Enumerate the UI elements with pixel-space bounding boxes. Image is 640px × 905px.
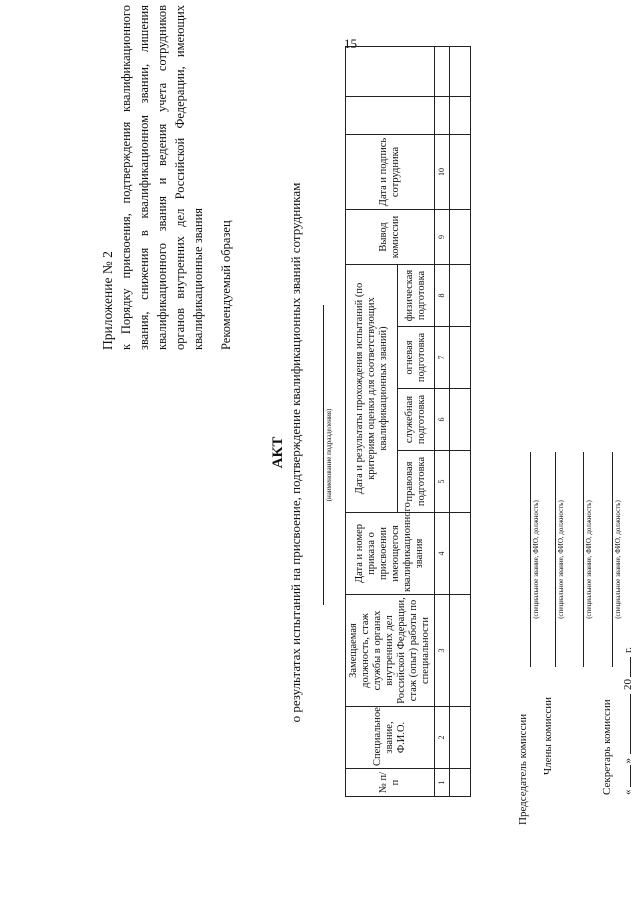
column-number-blank bbox=[435, 46, 450, 96]
secretary-caption: (специальное звание, ФИО, должность) bbox=[614, 500, 622, 619]
header-num: № п/п bbox=[346, 769, 435, 797]
unit-name-caption: (наименование подразделения) bbox=[325, 408, 333, 502]
members-signature-line-2[interactable] bbox=[583, 452, 584, 667]
column-number: 1 bbox=[435, 769, 450, 797]
members-label: Члены комиссии bbox=[542, 696, 554, 775]
column-number: 7 bbox=[435, 327, 450, 389]
chairman-label: Председатель комиссии bbox=[517, 713, 529, 825]
table-cell[interactable] bbox=[450, 451, 471, 513]
recommended-sample-label: Рекомендуемый образец bbox=[219, 220, 233, 350]
column-number: 8 bbox=[435, 264, 450, 326]
table-cell[interactable] bbox=[450, 513, 471, 595]
column-number: 9 bbox=[435, 209, 450, 264]
header-extra-2 bbox=[346, 46, 435, 96]
appendix-text: к Порядку присвоения, подтверждения квалификационного звания, снижения в квалификационном звании, лишения квалификационного звания и ведения учета сотрудников органов внутренних дел Российской Федерации, имеющих квалификационные звания bbox=[119, 5, 205, 350]
chairman-caption: (специальное звание, ФИО, должность) bbox=[532, 500, 540, 619]
table-row bbox=[450, 46, 471, 796]
table-cell[interactable] bbox=[450, 707, 471, 769]
members-signature-line-1[interactable] bbox=[555, 452, 556, 667]
header-rank-name: Специальное звание, Ф.И.О. bbox=[346, 707, 435, 769]
date-day-blank[interactable] bbox=[630, 766, 631, 788]
column-number: 10 bbox=[435, 134, 450, 209]
table-cell[interactable] bbox=[450, 595, 471, 707]
date-year-blank[interactable] bbox=[630, 657, 631, 677]
table-cell[interactable] bbox=[450, 46, 471, 96]
header-tests: Дата и результаты прохождения испытаний (по критериям оценки для соответствующих квалификационных званий) bbox=[346, 264, 398, 512]
header-legal-training: правовая подготовка bbox=[398, 451, 435, 513]
members-caption-2: (специальное звание, ФИО, должность) bbox=[585, 500, 593, 619]
results-table bbox=[345, 46, 471, 797]
date-open-quote: « bbox=[622, 789, 634, 795]
header-order: Дата и номер приказа о присвоении имеющегося квалификационного звания bbox=[346, 513, 435, 595]
table-cell[interactable] bbox=[450, 389, 471, 451]
members-caption-1: (специальное звание, ФИО, должность) bbox=[557, 500, 565, 619]
header-fire-training: огневая подготовка bbox=[398, 327, 435, 389]
table-cell[interactable] bbox=[450, 327, 471, 389]
column-number-blank bbox=[435, 96, 450, 134]
header-service-training: служебная подготовка bbox=[398, 389, 435, 451]
date-close-quote: » bbox=[622, 758, 634, 764]
date-year-suffix: г. bbox=[622, 646, 634, 653]
chairman-signature-line[interactable] bbox=[530, 452, 531, 667]
appendix-block bbox=[99, 5, 235, 350]
header-physical-training: физическая подготовка bbox=[398, 264, 435, 326]
act-subtitle: о результатах испытаний на присвоение, подтверждение квалификационных званий сотрудникам bbox=[288, 182, 303, 723]
column-number: 5 bbox=[435, 451, 450, 513]
header-extra-1 bbox=[346, 96, 435, 134]
table-cell[interactable] bbox=[450, 769, 471, 797]
page-number: 15 bbox=[344, 36, 357, 51]
date-month-blank[interactable] bbox=[630, 694, 631, 754]
column-number: 2 bbox=[435, 707, 450, 769]
header-position: Замещаемая должность, стаж службы в органах внутренних дел Российской Федерации, стаж (опыт) работы по специальности bbox=[346, 595, 435, 707]
unit-name-line bbox=[323, 305, 324, 605]
secretary-label: Секретарь комиссии bbox=[601, 699, 613, 795]
table-cell[interactable] bbox=[450, 209, 471, 264]
header-date-sign: Дата и подпись сотрудника bbox=[346, 134, 435, 209]
table-cell[interactable] bbox=[450, 264, 471, 326]
act-title: АКТ bbox=[270, 436, 286, 469]
header-row bbox=[346, 46, 398, 796]
appendix-title: Приложение № 2 bbox=[100, 251, 115, 350]
column-number-row bbox=[435, 46, 450, 796]
date-line bbox=[622, 647, 634, 795]
column-number: 3 bbox=[435, 595, 450, 707]
table-cell[interactable] bbox=[450, 134, 471, 209]
date-year-prefix: 20 bbox=[622, 679, 634, 690]
secretary-signature-line[interactable] bbox=[612, 452, 613, 667]
table-cell[interactable] bbox=[450, 96, 471, 134]
header-conclusion: Вывод комиссии bbox=[346, 209, 435, 264]
column-number: 4 bbox=[435, 513, 450, 595]
column-number: 6 bbox=[435, 389, 450, 451]
